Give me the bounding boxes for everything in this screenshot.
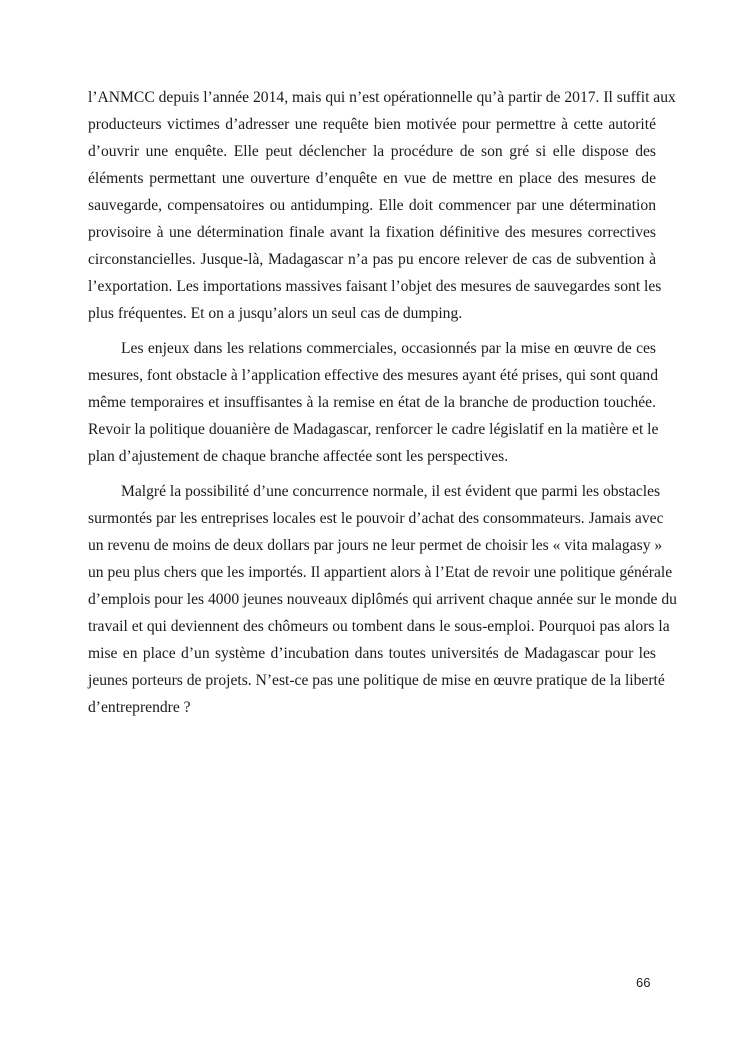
text-line: mesures, font obstacle à l’application effective des mesures ayant été prises, qui sont quand (88, 367, 659, 384)
text-line: provisoire à une détermination finale avant la fixation définitive des mesures correctives (88, 224, 656, 241)
text-line: surmontés par les entreprises locales est le pouvoir d’achat des consommateurs. Jamais avec (88, 510, 664, 527)
text-line: un revenu de moins de deux dollars par jours ne leur permet de choisir les « vita malagasy » (88, 537, 663, 554)
paragraph-1 (88, 84, 676, 327)
text-line: d’ouvrir une enquête. Elle peut déclencher la procédure de son gré si elle dispose des (88, 143, 656, 160)
text-line: jeunes porteurs de projets. N’est-ce pas une politique de mise en œuvre pratique de la liberté (88, 672, 665, 689)
text-line: Malgré la possibilité d’une concurrence normale, il est évident que parmi les obstacles (121, 483, 661, 500)
text-line: même temporaires et insuffisantes à la remise en état de la branche de production touchée. (88, 394, 656, 411)
page-number: 66 (636, 975, 651, 990)
text-line: mise en place d’un système d’incubation dans toutes universités de Madagascar pour les (88, 645, 656, 662)
text-line: éléments permettant une ouverture d’enquête en vue de mettre en place des mesures de (88, 170, 656, 187)
text-line: l’exportation. Les importations massives faisant l’objet des mesures de sauvegardes sont les (88, 278, 662, 295)
text-line: Revoir la politique douanière de Madagascar, renforcer le cadre législatif en la matière et le (88, 421, 659, 438)
text-line: sauvegarde, compensatoires ou antidumping. Elle doit commencer par une détermination (88, 197, 656, 214)
text-line: d’emplois pour les 4000 jeunes nouveaux diplômés qui arrivent chaque année sur le monde du (88, 591, 677, 608)
text-line: circonstancielles. Jusque-là, Madagascar n’a pas pu encore relever de cas de subvention à (88, 251, 656, 268)
text-line: un peu plus chers que les importés. Il appartient alors à l’Etat de revoir une politique générale (88, 564, 673, 581)
text-line: Les enjeux dans les relations commerciales, occasionnés par la mise en œuvre de ces (121, 340, 656, 357)
text-line: d’entreprendre ? (88, 699, 191, 716)
text-line: travail et qui deviennent des chômeurs ou tombent dans le sous-emploi. Pourquoi pas alors la (88, 618, 670, 635)
text-line: l’ANMCC depuis l’année 2014, mais qui n’est opérationnelle qu’à partir de 2017. Il suffit aux (88, 89, 676, 106)
body-text (88, 84, 677, 721)
text-line: plan d’ajustement de chaque branche affectée sont les perspectives. (88, 448, 509, 465)
paragraph-3 (88, 478, 677, 721)
text-line: plus fréquentes. Et on a jusqu’alors un seul cas de dumping. (88, 305, 463, 322)
paragraph-2 (88, 335, 659, 470)
text-line: producteurs victimes d’adresser une requête bien motivée pour permettre à cette autorité (88, 116, 656, 133)
